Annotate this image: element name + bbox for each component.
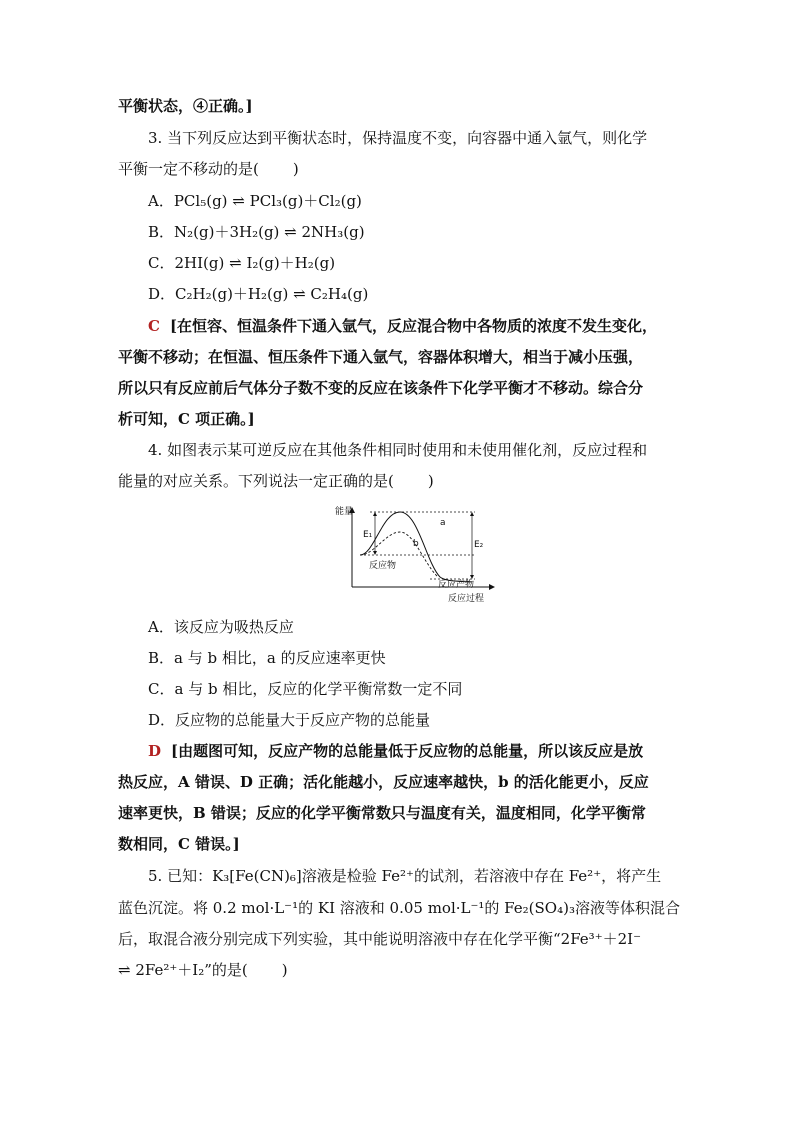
answer-4-line2: 热反应，A 错误、D 正确；活化能越小，反应速率越快，b 的活化能更小，反应: [118, 773, 649, 791]
question-3-option-d: D．C₂H₂(g)＋H₂(g) ⇌ C₂H₄(g): [148, 285, 369, 303]
energy-profile-diagram: [330, 502, 500, 606]
answer-4-letter: D: [148, 742, 162, 760]
answer-4-line3: 速率更快，B 错误；反应的化学平衡常数只与温度有关，温度相同，化学平衡常: [118, 804, 646, 822]
question-4-stem-line2: 能量的对应关系。下列说法一定正确的是( ): [118, 472, 434, 490]
answer-3-line2: 平衡不移动；在恒温、恒压条件下通入氩气，容器体积增大，相当于减小压强，: [118, 348, 644, 366]
answer-3-line4: 析可知，C 项正确。]: [118, 410, 255, 428]
x-axis-label: 反应过程: [448, 594, 485, 604]
question-5-line2: 蓝色沉淀。将 0.2 mol·L⁻¹的 KI 溶液和 0.05 mol·L⁻¹的 Fe₂(SO₄)₃溶液等体积混合: [118, 899, 680, 917]
e1-arrow-head-top: [373, 512, 377, 516]
question-5-line1: 5. 已知：K₃[Fe(CN)₆]溶液是检验 Fe²⁺的试剂，若溶液中存在 Fe²⁺，将产生: [148, 867, 662, 885]
question-3-option-c: C．2HI(g) ⇌ I₂(g)＋H₂(g): [148, 254, 336, 272]
question-3-option-a: A．PCl₅(g) ⇌ PCl₃(g)＋Cl₂(g): [148, 192, 362, 210]
question-4-option-a: A．该反应为吸热反应: [148, 618, 294, 636]
answer-3-line3: 所以只有反应前后气体分子数不变的反应在该条件下化学平衡才不移动。综合分: [118, 379, 644, 397]
question-5-line3: 后，取混合液分别完成下列实验，其中能说明溶液中存在化学平衡“2Fe³⁺＋2I⁻: [118, 930, 641, 948]
question-3-stem-line2: 平衡一定不移动的是( ): [118, 160, 299, 178]
question-3-stem-line1: 3. 当下列反应达到平衡状态时，保持温度不变，向容器中通入氩气，则化学: [148, 129, 648, 147]
e1-arrow-head-bottom: [373, 551, 377, 555]
question-5-line4: ⇌ 2Fe²⁺＋I₂”的是( ): [118, 961, 288, 979]
curve-b-label: b: [413, 539, 419, 549]
question-4-option-c: C．a 与 b 相比，反应的化学平衡常数一定不同: [148, 680, 463, 698]
answer-3-letter: C: [148, 317, 160, 335]
question-4-option-b: B．a 与 b 相比，a 的反应速率更快: [148, 649, 386, 667]
e2-label: E₂: [474, 540, 484, 550]
y-axis-label: 能量: [335, 507, 354, 517]
answer-3-line1: C [在恒容、恒温条件下通入氩气，反应混合物中各物质的浓度不发生变化，: [148, 317, 658, 335]
energy-profile-svg: [330, 502, 500, 606]
x-axis-arrow: [489, 584, 495, 590]
product-label: 反应产物: [438, 580, 475, 590]
question-4-option-d: D．反应物的总能量大于反应产物的总能量: [148, 711, 431, 729]
answer-continuation: 平衡状态，④正确。]: [118, 97, 253, 115]
e2-arrow-head-top: [470, 512, 474, 516]
question-4-stem-line1: 4. 如图表示某可逆反应在其他条件相同时使用和未使用催化剂，反应过程和: [148, 441, 648, 459]
reactant-label: 反应物: [369, 561, 397, 571]
e1-label: E₁: [363, 530, 373, 540]
curve-a-label: a: [440, 518, 446, 528]
e2-arrow-head-bottom: [470, 575, 474, 579]
answer-4-line4: 数相同，C 错误。]: [118, 835, 240, 853]
answer-4-line1: D [由题图可知，反应产物的总能量低于反应物的总能量，所以该反应是放: [148, 742, 644, 760]
question-3-option-b: B．N₂(g)＋3H₂(g) ⇌ 2NH₃(g): [148, 223, 365, 241]
